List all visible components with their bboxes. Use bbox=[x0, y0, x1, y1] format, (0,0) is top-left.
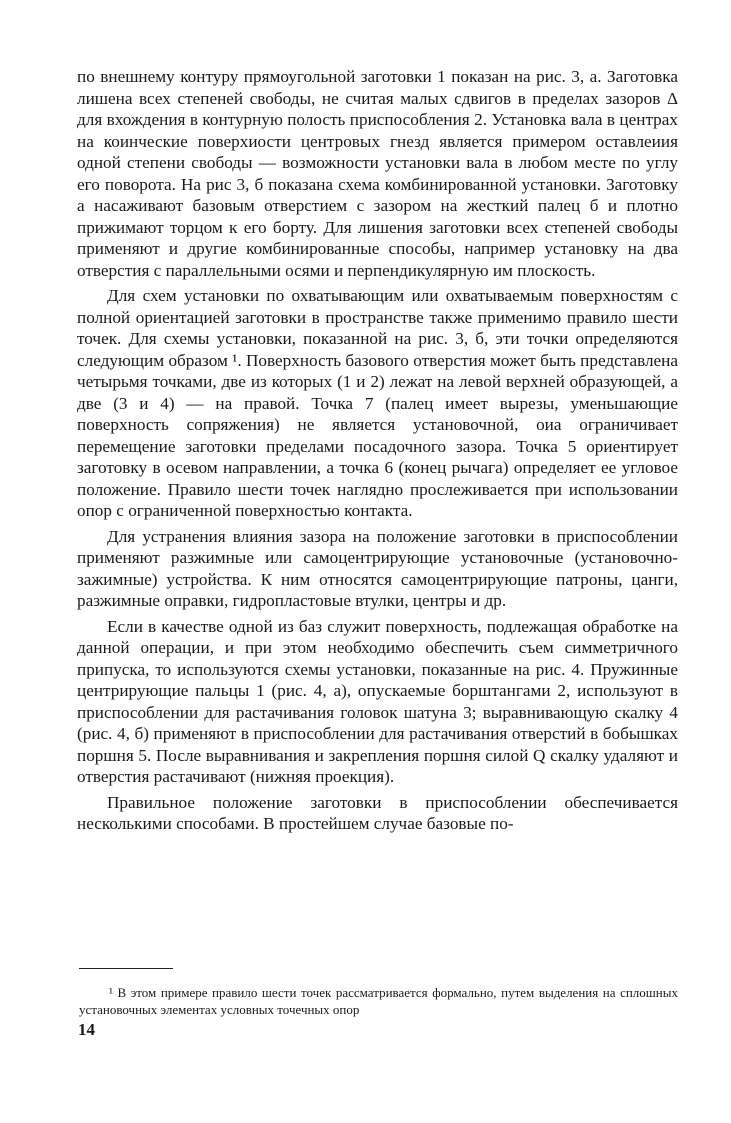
paragraph-4: Если в качестве одной из баз служит поверхность, подлежащая обработке на данной операции, и при этом необходимо обеспечить съем симметричного припуска, то используются схемы установки, показанные на рис. 4. Пружинные центрирующие пальцы 1 (рис. 4, а), опускаемые борштангами 2, используют в приспособлении для растачивания головок шатуна 3; выравнивающую скалку 4 (рис. 4, б) применяют в приспособлении для растачивания отверстий в бобышках поршня 5. После выравнивания и закрепления поршня силой Q скалку удаляют и отверстия растачивают (нижняя проекция). bbox=[77, 616, 678, 786]
body-text bbox=[77, 66, 678, 835]
page-number: 14 bbox=[78, 1020, 95, 1039]
paragraph-2: Для схем установки по охватывающим или охватываемым поверхностям с полной ориентацией заготовки в пространстве также применимо правило шести точек. Для схемы установки, показанной на рис. 3, б, эти точки определяются следующим образом ¹. Поверхность базового отверстия может быть представлена четырьмя точками, две из которых (1 и 2) лежат на левой верхней образующей, а две (3 и 4) — на правой. Точка 7 (палец имеет вырезы, уменьшающие поверхность сопряжения) не является установочной, оиа ограничивает перемещение заготовки пределами посадочного зазора. Точка 5 ориентирует заготовку в осевом направлении, а точка 6 (конец рычага) определяет ее угловое положение. Правило шести точек наглядно прослеживается при использовании опор с ограниченной поверхностью контакта. bbox=[77, 286, 678, 520]
paragraph-3: Для устранения влияния зазора на положение заготовки в приспособлении применяют разжимные или самоцентрирующие установочные (установочно-зажимные) устройства. К ним относятся самоцентрирующие патроны, цанги, разжимные оправки, гидропластовые втулки, центры и др. bbox=[77, 526, 678, 610]
paragraph-1: по внешнему контуру прямоугольной заготовки 1 показан на рис. 3, а. Заготовка лишена всех степеней свободы, не считая малых сдвигов в пределах зазоров Δ для вхождения в контурную полость приспособления 2. Установка вала в центрах на коинческие поверхиости центровых гнезд является примером оставлеиия одной степени свободы — возможности установки вала в любом месте по углу его поворота. На рис 3, б показана схема комбинированной установки. Заготовку а насаживают базовым отверстием с зазором на жесткий палец б и плотно прижимают торцом к его борту. Для лишения заготовки всех степеней свободы применяют и другие комбинированные способы, например установку на два отверстия с параллельными осями и перпендикулярную им плоскость. bbox=[77, 67, 678, 280]
footnote-rule bbox=[79, 968, 173, 969]
paragraph-5: Правильное положение заготовки в приспособлении обеспечивается несколькими способами. В простейшем случае базовые по- bbox=[77, 792, 678, 833]
footnote: ¹ В этом примере правило шести точек рассматривается формально, путем выделения на сплошных установочных элементах условных точечных опор bbox=[79, 985, 678, 1017]
